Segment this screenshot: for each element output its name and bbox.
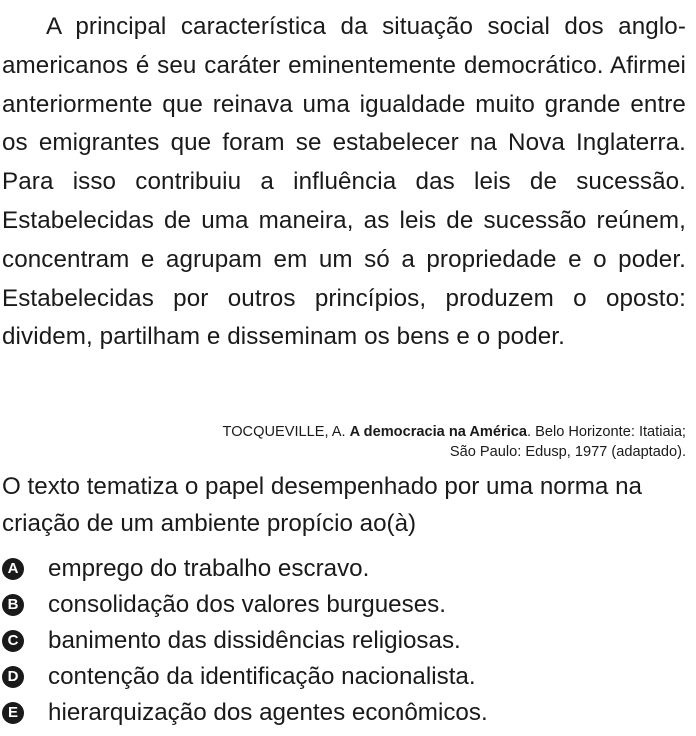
citation-publisher: . Belo Horizonte: Itatiaia;	[527, 424, 686, 440]
option-c-text: banimento das dissidências religiosas.	[48, 627, 461, 654]
option-b-letter-badge: B	[2, 594, 24, 616]
question-stem: O texto tematiza o papel desempenhado por uma norma na criação de um ambiente propício ao(à)	[2, 473, 643, 537]
passage-text: A principal característica da situação social dos anglo-americanos é seu caráter eminentemente democrático. Afirmei anteriormente que reinava uma igualdade muito grande entre os emigrantes que foram se estabelecer na Nova Inglaterra. Para isso contribuiu a influência das leis de sucessão. Estabelecidas de uma maneira, as leis de sucessão reúnem, concentram e agrupam em um só a propriedade e o poder. Estabelecidas por outros princípios, produzem o oposto: dividem, partilham e disseminam os bens e o poder.	[2, 13, 686, 351]
option-e[interactable]	[2, 695, 686, 731]
option-a-text: emprego do trabalho escravo.	[48, 555, 370, 582]
option-e-text: hierarquização dos agentes econômicos.	[48, 699, 488, 726]
option-e-letter-badge: E	[2, 702, 24, 724]
option-c-letter-badge: C	[2, 630, 24, 652]
option-d-text: contenção da identificação nacionalista.	[48, 663, 476, 690]
citation-line-2: São Paulo: Edusp, 1977 (adaptado).	[449, 444, 686, 460]
option-d-letter-badge: D	[2, 666, 24, 688]
option-b-text: consolidação dos valores burgueses.	[48, 591, 446, 618]
option-a[interactable]	[2, 551, 686, 587]
option-d[interactable]	[2, 659, 686, 695]
answer-options	[2, 551, 686, 731]
citation-line-1	[126, 422, 686, 442]
option-c[interactable]	[2, 623, 686, 659]
option-a-letter-badge: A	[2, 558, 24, 580]
citation	[126, 422, 686, 462]
citation-author: TOCQUEVILLE, A.	[222, 424, 350, 440]
option-b[interactable]	[2, 587, 686, 623]
citation-title: A democracia na América	[349, 424, 527, 440]
